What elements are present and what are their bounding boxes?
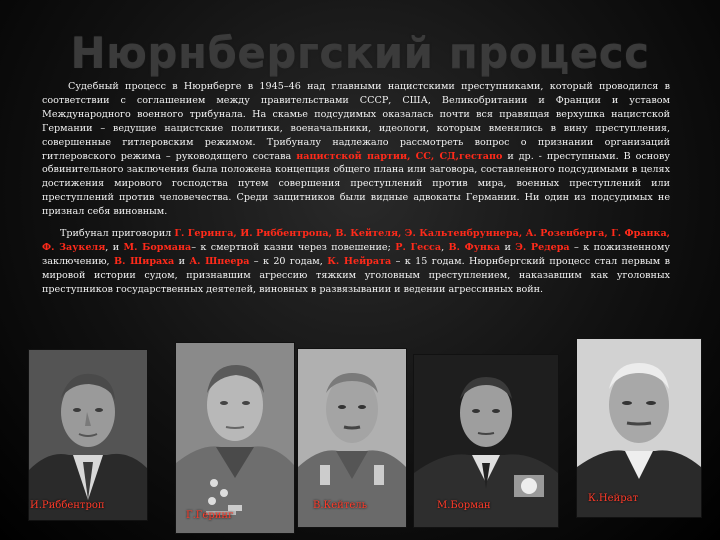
highlight-neurath: К. Нейрата bbox=[327, 255, 392, 267]
text-run: , bbox=[441, 241, 449, 253]
text-run: , и bbox=[105, 241, 124, 253]
highlight-death-sentence-names: Г. Геринга, И. Риббентропа, В. Кейтеля, Э. Кальтенбруннера, А. Розенберга, Г. Франка, Ф. Заукеля bbox=[42, 228, 671, 253]
caption-ribbentrop: И.Риббентроп bbox=[30, 500, 105, 511]
caption-goering: Г.Геринг bbox=[186, 510, 234, 521]
text-run: – к пожизненному заключению, bbox=[42, 241, 670, 267]
text-run: Трибунал приговорил bbox=[60, 228, 175, 240]
caption-neurath: К.Нейрат bbox=[588, 493, 639, 504]
text-run: – к 20 годам, bbox=[249, 255, 328, 267]
highlight-bormann: М. Бормана bbox=[123, 241, 192, 253]
text-run: и др. - преступными. В основу обвинительного заключения была положена концепция общего плана или заговора, составленного подсудимыми в целях достижения мирового господства путем совершения преступлений против мира, военных преступлений или преступлений против человечества. Среди защитников были видные адвокаты Германии. Ни один из подсудимых не признал себя виновным. bbox=[42, 150, 670, 218]
text-run: – к смертной казни через повешение; bbox=[191, 241, 396, 253]
text-run: – к 15 годам. Нюрнбергский процесс стал первым в мировой истории судом, признавшим агрессию тяжким уголовным преступлением, наказавшим как уголовных преступников государственных деятелей, виновных в развязывании и ведении агрессивных войн. bbox=[42, 255, 670, 295]
highlight-schirach: В. Шираха bbox=[113, 255, 175, 267]
text-run: и bbox=[500, 241, 516, 253]
highlight-funk: В. Функа bbox=[448, 241, 501, 253]
highlight-speer: А. Шпеера bbox=[189, 255, 250, 267]
text-run: и bbox=[174, 255, 190, 267]
caption-keitel: В.Кейтель bbox=[313, 500, 368, 511]
text-run: Судебный процесс в Нюрнберге в 1945–46 над главными нацистскими преступниками, который проводился в соответствии с соглашением между правительствами СССР, США, Великобритании и Франции и уставом Международного военного трибунала. На скамье подсудимых оказалась почти вся правящая верхушка нацистской Германии – ведущие нацистские политики, военачальники, идеологи, которым вменялись в вину преступления, совершенные гитлеровским режимом. Трибуналу надлежало рассмотреть вопрос о признании организаций гитлеровского режима – руководящего состава bbox=[42, 81, 670, 162]
paragraph-1 bbox=[42, 80, 670, 219]
portrait-neurath bbox=[576, 338, 702, 518]
body-text bbox=[42, 80, 670, 297]
portrait-goering bbox=[175, 342, 295, 534]
page-title: Нюрнбергский процесс bbox=[70, 28, 650, 77]
portrait-ribbentrop bbox=[28, 349, 148, 521]
paragraph-2 bbox=[42, 227, 670, 297]
caption-bormann: М.Борман bbox=[437, 500, 491, 511]
highlight-organizations: нацистской партии, СС, СД,гестапо bbox=[296, 150, 503, 162]
highlight-raeder: Э. Редера bbox=[515, 241, 570, 253]
highlight-hess: Р. Гесса bbox=[395, 241, 442, 253]
